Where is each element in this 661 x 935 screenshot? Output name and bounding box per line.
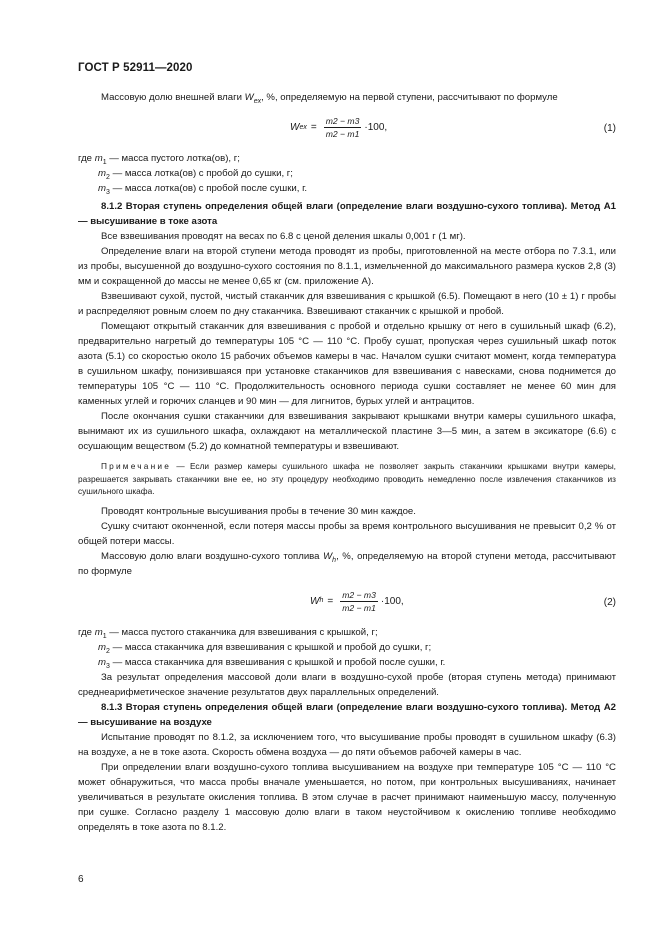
page-number: 6 [78,874,84,885]
section-8-1-3-heading: 8.1.3 Вторая ступень определения общей влаги (определение влаги воздушно-сухого топлива). Метод А2 — высушивание на воздухе [78,701,616,728]
formula2-intro: Массовую долю влаги воздушно-сухого топлива $W_h$, %, определяемую на второй ступени метода, рассчитывают по формуле [78,550,616,577]
definition-row: $m_3$ — масса стаканчика для взвешивания с крышкой и пробой после сушки, г. [98,656,446,670]
definition-row: $m_3$ — масса лотка(ов) с пробой после сушки, г. [98,183,308,196]
note-label: Примечание [101,461,172,471]
formula2-number: (2) [603,596,616,608]
paragraph: Взвешивают сухой, пустой, чистый стаканчик для взвешивания с крышкой (6.5). Помещают в него (10 ± 1) г пробы и распределяют ровным слоем по дну стаканчика. Взвешивают стаканчик с крышкой и пробой. [78,291,616,317]
paragraph: После окончания сушки стаканчики для взвешивания закрывают крышками внутри камеры сушильного шкафа, вынимают их из сушильного шкафа, охлаждают на металлической пластине 3—5 мин, а затем в эксикаторе (6.6) с осушающим веществом (5.2) до комнатной температуры и взвешивают. [78,411,616,452]
standard-header: ГОСТ Р 52911—2020 [78,62,193,74]
paragraph: При определении влаги воздушно-сухого топлива высушиванием на воздухе при температуре 105 °C — 110 °C может обнаружиться, что масса пробы вначале уменьшается, но потом, при контрольных высушиваниях, начинает увеличиваться в результате окисления топлива. В этом случае в расчет принимают наименьшую массу, полученную при сушке. Согласно разделу 1 массовую долю влаги в таком неустойчивом к окислению топливе необходимо определять в токе азота по 8.1.2. [78,761,616,833]
formula-1: W ex = $\frac{m2 - m3}{m2 - m1}$ ·100, (1) [290,116,616,139]
definition-row: где $m_1$ — масса пустого стаканчика для взвешивания с крышкой, г; [78,626,378,640]
section-8-1-2-heading: 8.1.2 Вторая ступень определения общей влаги (определение влаги воздушно-сухого топлива). Метод А1 — высушивание в токе азота [78,201,616,227]
paragraph: Определение влаги на второй ступени метода проводят из пробы, приготовленной на месте отбора по 7.3.1, или из пробы, высушенной до воздушно-сухого состояния по 8.1.1, измельченной до максимального размера кусков 2,8 (3) мм и сокращенной до массы не менее 0,65 кг (см. приложение А). [78,246,616,287]
paragraph: Испытание проводят по 8.1.2, за исключением того, что высушивание пробы проводят в сушильном шкафу (6.3) на воздухе, а не в токе азота. Скорость обмена воздуха — до пяти объемов рабочей камеры в час. [78,731,616,758]
formula1-fraction: $\frac{m2 - m3}{m2 - m1}$ [325,116,360,139]
formula1-number: (1) [603,123,616,134]
note: Примечание — Если размер камеры сушильного шкафа не позволяет закрыть стаканчики крышками внутри камеры, разрешается закрывать стаканчики вне ее, но эту процедуру необходимо проводить немедленно после извлечения стаканчиков из сушильного шкафа. [78,461,616,497]
paragraph: Все взвешивания проводят на весах по 6.8 с ценой деления шкалы 0,001 г (1 мг). [101,231,466,242]
formula1-definitions [78,151,616,196]
definition-row: $m_2$ — масса стаканчика для взвешивания с крышкой и пробой до сушки, г; [98,641,432,655]
definition-row: где $m_1$ — масса пустого лотка(ов), г; [78,153,240,166]
definition-row: $m_2$ — масса лотка(ов) с пробой до сушки, г; [98,168,293,181]
paragraph: Проводят контрольные высушивания пробы в течение 30 мин каждое. [101,505,416,517]
page-body [78,90,616,835]
formula1-intro: Массовую долю внешней влаги $W_{ex}$, %, определяемую на первой ступени, рассчитывают по формуле [101,92,558,105]
formula-2: W h = $\frac{m2 - m3}{m2 - m1}$ ·100, (2) [310,589,616,613]
formula2-definitions [78,625,616,670]
paragraph: Сушку считают оконченной, если потеря массы пробы за время контрольного высушивания не превысит 0,2 % от общей потери массы. [78,520,616,547]
formula2-fraction: $\frac{m2 - m3}{m2 - m1}$ [342,589,376,613]
result-paragraph: За результат определения массовой доли влаги в воздушно-сухой пробе (вторая ступень метода) принимают среднеарифметическое значение результатов двух параллельных определений. [78,671,616,698]
paragraph: Помещают открытый стаканчик для взвешивания с пробой и отдельно крышку от него в сушильный шкаф (6.2), предварительно нагретый до температуры 105 °C — 110 °C. Пробу сушат, пропуская через сушильный шкаф поток азота (5.1) со скоростью около 15 рабочих объемов камеры в час. Началом сушки считают момент, когда температура в сушильном шкафу, понизившаяся при установке стаканчиков для взвешивания с навесками, снова поднимется до температуры 105 °C — 110 °C. Продолжительность основного периода сушки составляет не менее 60 мин для каменных углей и горючих сланцев и 90 мин — для лигнитов, бурых углей и антрацитов. [78,321,616,407]
